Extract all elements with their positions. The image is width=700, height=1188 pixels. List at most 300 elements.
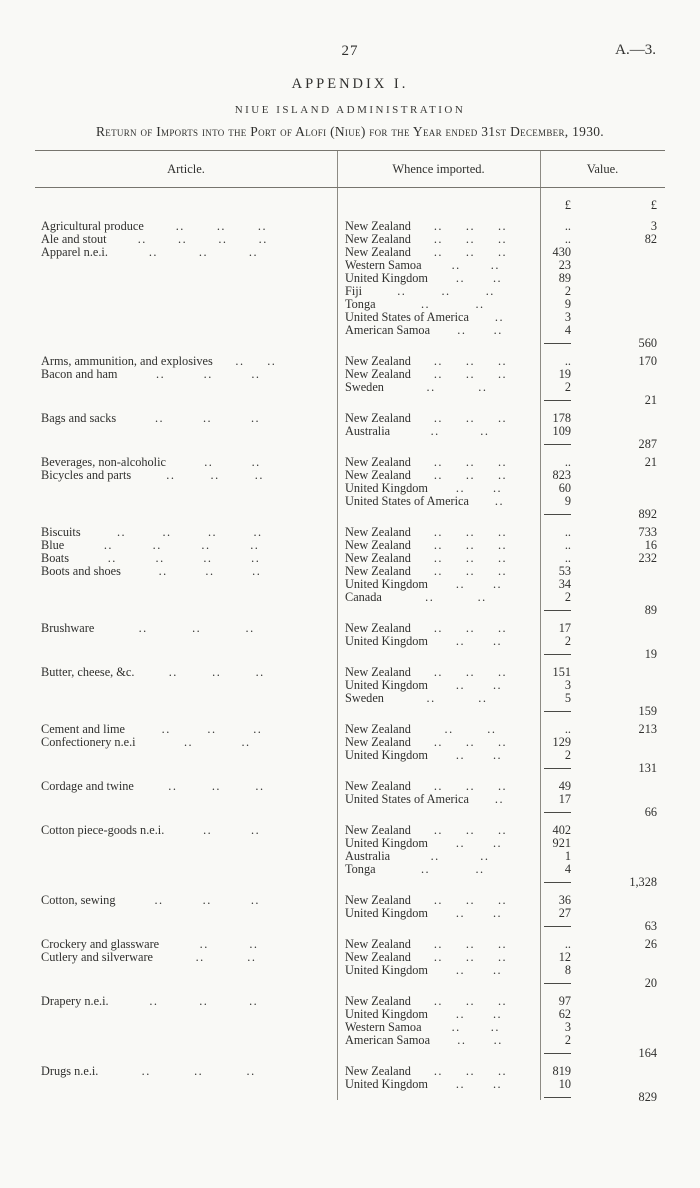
article-cell <box>35 394 337 407</box>
dot-leader <box>428 837 530 850</box>
group-total-row <box>35 508 665 521</box>
value-col2 <box>576 780 665 793</box>
dot-leader <box>411 469 530 482</box>
dot-group: .. <box>455 482 466 495</box>
value-col2: 733 <box>638 525 657 539</box>
dot-group: .. <box>497 469 508 482</box>
dot-leader <box>411 526 530 539</box>
value-col1: 89 <box>558 271 571 285</box>
dot-group: .. <box>251 552 261 565</box>
dot-leader <box>116 412 299 425</box>
article-cell <box>35 749 337 762</box>
dot-group: .. <box>425 591 435 604</box>
dot-group: .. <box>492 635 503 648</box>
article-name: Confectionery n.e.i <box>41 736 136 749</box>
whence-cell <box>337 381 540 394</box>
article-cell <box>35 977 337 990</box>
whence-cell <box>337 648 540 661</box>
dot-group: .. <box>192 622 202 635</box>
dot-leader <box>159 938 299 951</box>
whence-cell <box>337 425 540 438</box>
dot-group: .. <box>161 723 171 736</box>
table-row <box>35 964 665 977</box>
dot-group: .. <box>433 412 443 425</box>
whence-name: Fiji <box>345 285 363 298</box>
article-cell <box>35 1021 337 1034</box>
value-col1: 34 <box>558 577 571 591</box>
article-name: Biscuits <box>41 526 81 539</box>
value-col1: 129 <box>552 735 571 749</box>
article-name: Cutlery and silverware <box>41 951 153 964</box>
value-col2 <box>576 837 665 850</box>
article-name: Cement and lime <box>41 723 126 736</box>
article-block <box>35 780 665 819</box>
dot-leader <box>109 995 299 1008</box>
value-col1: 60 <box>558 481 571 495</box>
dot-leader <box>411 368 530 381</box>
article-cell <box>35 604 337 617</box>
whence-cell <box>337 591 540 604</box>
dot-leader <box>164 824 299 837</box>
group-total-row <box>35 977 665 990</box>
dot-leader <box>411 951 530 964</box>
dot-group: .. <box>475 298 485 311</box>
dot-group: .. <box>465 412 476 425</box>
article-block <box>35 666 665 718</box>
dot-group: .. <box>426 692 436 705</box>
whence-cell <box>337 355 540 368</box>
total-rule <box>544 444 571 445</box>
dot-group: .. <box>247 951 257 964</box>
dot-leader <box>428 679 530 692</box>
whence-cell <box>337 920 540 933</box>
group-total-value: 21 <box>644 393 657 407</box>
dot-group: .. <box>254 469 264 482</box>
dot-group: .. <box>478 381 488 394</box>
dot-group: .. <box>492 1008 503 1021</box>
whence-cell <box>337 220 540 233</box>
dot-leader <box>428 1078 530 1091</box>
value-col1: 3 <box>564 1020 571 1034</box>
whence-name: New Zealand <box>345 469 411 482</box>
currency-symbol-col1: £ <box>564 198 571 212</box>
group-total-value: 66 <box>644 805 657 819</box>
dot-group: .. <box>218 233 228 246</box>
value-col2 <box>576 469 665 482</box>
value-col1: 430 <box>552 245 571 259</box>
value-col1: 12 <box>558 950 571 964</box>
column-divider-article-whence <box>337 150 338 1100</box>
dot-group: .. <box>433 469 443 482</box>
dot-group: .. <box>497 938 508 951</box>
whence-name: New Zealand <box>345 951 411 964</box>
value-col1: 921 <box>552 836 571 850</box>
group-total-row <box>35 920 665 933</box>
value-col1: 53 <box>558 564 571 578</box>
dot-leader <box>428 749 530 762</box>
dot-group: .. <box>465 565 476 578</box>
dot-group: .. <box>202 412 213 425</box>
total-rule-cell <box>540 876 576 889</box>
dot-leader <box>428 578 530 591</box>
dot-leader <box>107 233 299 246</box>
whence-cell <box>337 1065 540 1078</box>
article-cell <box>35 806 337 819</box>
dot-group: .. <box>433 246 443 259</box>
value-col2: 232 <box>638 551 657 565</box>
dot-group: .. <box>248 246 259 259</box>
dot-group: .. <box>168 780 178 793</box>
dot-group: .. <box>497 456 508 469</box>
article-cell <box>35 298 337 311</box>
dot-group: .. <box>433 995 443 1008</box>
whence-cell <box>337 876 540 889</box>
article-cell <box>35 539 337 552</box>
whence-cell <box>337 604 540 617</box>
dot-group: .. <box>152 539 162 552</box>
whence-cell <box>337 723 540 736</box>
group-total-row <box>35 604 665 617</box>
dot-group: .. <box>493 324 503 337</box>
value-col1: 9 <box>564 297 571 311</box>
whence-name: Tonga <box>345 298 376 311</box>
group-total-value: 892 <box>638 507 657 521</box>
whence-name: New Zealand <box>345 736 411 749</box>
dot-leader <box>81 526 299 539</box>
dot-group: .. <box>444 723 454 736</box>
whence-cell <box>337 259 540 272</box>
dot-leader <box>121 565 299 578</box>
dot-group: .. <box>465 736 476 749</box>
total-rule-cell <box>540 1091 576 1104</box>
dot-group: .. <box>255 780 265 793</box>
article-cell <box>35 1091 337 1104</box>
dot-group: .. <box>158 565 168 578</box>
dot-leader <box>411 552 530 565</box>
whence-cell <box>337 951 540 964</box>
dot-group: .. <box>465 220 476 233</box>
article-cell <box>35 824 337 837</box>
dot-leader <box>469 495 530 508</box>
dot-leader <box>430 324 530 337</box>
dot-leader <box>384 692 530 705</box>
col-header-whence: Whence imported. <box>392 162 485 176</box>
dot-group: .. <box>433 565 443 578</box>
dot-group: .. <box>465 552 476 565</box>
total-rule <box>544 1053 571 1054</box>
article-cell <box>35 482 337 495</box>
dot-group: .. <box>492 1078 503 1091</box>
article-cell <box>35 412 337 425</box>
whence-name: New Zealand <box>345 622 411 635</box>
dot-group: .. <box>255 666 265 679</box>
article-cell <box>35 469 337 482</box>
value-col1: 2 <box>564 1033 571 1047</box>
whence-name: Sweden <box>345 692 384 705</box>
whence-name: Western Samoa <box>345 1021 422 1034</box>
dot-group: .. <box>497 894 508 907</box>
dot-group: .. <box>497 622 508 635</box>
dot-leader <box>411 824 530 837</box>
whence-cell <box>337 311 540 324</box>
article-cell <box>35 508 337 521</box>
whence-name: United Kingdom <box>345 272 428 285</box>
dot-group: .. <box>433 368 443 381</box>
dot-group: .. <box>251 368 261 381</box>
dot-group: .. <box>477 591 487 604</box>
dot-group: .. <box>210 469 220 482</box>
article-cell <box>35 837 337 850</box>
whence-cell <box>337 1047 540 1060</box>
article-block <box>35 995 665 1060</box>
whence-cell <box>337 456 540 469</box>
whence-cell <box>337 368 540 381</box>
article-cell <box>35 648 337 661</box>
article-block <box>35 723 665 775</box>
dot-group: .. <box>433 666 443 679</box>
dot-group: .. <box>493 1034 503 1047</box>
total-rule <box>544 882 571 883</box>
group-total-row <box>35 438 665 451</box>
dot-leader <box>64 539 299 552</box>
dot-leader <box>118 368 300 381</box>
dot-group: .. <box>156 368 166 381</box>
value-col1: 2 <box>564 590 571 604</box>
dot-group: .. <box>465 995 476 1008</box>
dot-group: .. <box>465 526 476 539</box>
value-col1: 2 <box>564 634 571 648</box>
value-col2 <box>576 1065 665 1078</box>
value-col2 <box>576 412 665 425</box>
dot-group: .. <box>455 679 466 692</box>
dot-group: .. <box>480 425 490 438</box>
article-name: Drugs n.e.i. <box>41 1065 99 1078</box>
dot-group: .. <box>253 526 263 539</box>
article-block <box>35 824 665 889</box>
whence-cell <box>337 938 540 951</box>
doc-reference: A.—3. <box>615 42 656 58</box>
article-cell <box>35 1078 337 1091</box>
whence-name: New Zealand <box>345 723 411 736</box>
article-cell <box>35 233 337 246</box>
dot-leader <box>376 298 530 311</box>
article-cell <box>35 456 337 469</box>
value-col2 <box>576 272 665 285</box>
table-row <box>35 324 665 337</box>
whence-name: Australia <box>345 425 391 438</box>
dot-leader <box>411 780 530 793</box>
value-col2: 26 <box>644 937 657 951</box>
administration-heading: NIUE ISLAND ADMINISTRATION <box>234 104 466 116</box>
value-col2 <box>576 951 665 964</box>
whence-name: United States of America <box>345 793 469 806</box>
article-block <box>35 938 665 990</box>
dot-group: .. <box>497 220 508 233</box>
currency-header-row <box>35 188 665 214</box>
value-col1: 2 <box>564 748 571 762</box>
dot-group: .. <box>497 995 508 1008</box>
value-col1: 97 <box>558 994 571 1008</box>
value-col1: .. <box>564 538 571 552</box>
article-cell <box>35 666 337 679</box>
dot-leader <box>428 482 530 495</box>
whence-cell <box>337 762 540 775</box>
group-total-value: 560 <box>638 336 657 350</box>
table-row <box>35 381 665 394</box>
dot-leader <box>69 552 299 565</box>
whence-name: New Zealand <box>345 355 411 368</box>
value-col2: 213 <box>638 722 657 736</box>
article-cell <box>35 1047 337 1060</box>
whence-name: United Kingdom <box>345 1078 428 1091</box>
dot-group: .. <box>465 246 476 259</box>
whence-cell <box>337 850 540 863</box>
whence-cell <box>337 1078 540 1091</box>
article-cell <box>35 635 337 648</box>
dot-group: .. <box>455 1008 466 1021</box>
dot-group: .. <box>235 355 245 368</box>
value-col2 <box>576 311 665 324</box>
total-rule-cell <box>540 508 576 521</box>
group-total-value: 63 <box>644 919 657 933</box>
dot-group: .. <box>480 850 490 863</box>
dot-leader <box>390 850 530 863</box>
value-col1: 36 <box>558 893 571 907</box>
total-rule <box>544 654 571 655</box>
whence-name: United States of America <box>345 495 469 508</box>
dot-group: .. <box>465 622 476 635</box>
whence-name: United Kingdom <box>345 482 428 495</box>
dot-leader <box>428 272 530 285</box>
value-col1: 17 <box>558 621 571 635</box>
article-cell <box>35 368 337 381</box>
dot-group: .. <box>465 456 476 469</box>
page-number: 27 <box>341 43 359 59</box>
dot-leader <box>411 233 530 246</box>
table-row <box>35 793 665 806</box>
dot-group: .. <box>465 368 476 381</box>
whence-name: Australia <box>345 850 391 863</box>
dot-group: .. <box>433 552 443 565</box>
whence-cell <box>337 705 540 718</box>
value-col1: 819 <box>552 1064 571 1078</box>
article-cell <box>35 679 337 692</box>
dot-group: .. <box>455 749 466 762</box>
value-col2 <box>576 622 665 635</box>
dot-leader <box>144 220 299 233</box>
dot-group: .. <box>492 837 503 850</box>
dot-group: .. <box>433 824 443 837</box>
article-cell <box>35 793 337 806</box>
dot-group: .. <box>216 220 226 233</box>
dot-leader <box>422 1021 530 1034</box>
table-row <box>35 591 665 604</box>
dot-group: .. <box>148 246 158 259</box>
dot-group: .. <box>492 482 503 495</box>
article-cell <box>35 591 337 604</box>
total-rule <box>544 610 571 611</box>
group-total-value: 1,328 <box>629 875 657 889</box>
dot-group: .. <box>457 1034 467 1047</box>
group-total-value: 89 <box>644 603 657 617</box>
total-rule-cell <box>540 648 576 661</box>
table-row <box>35 692 665 705</box>
dot-leader <box>134 780 299 793</box>
dot-group: .. <box>497 951 508 964</box>
article-name: Apparel n.e.i. <box>41 246 108 259</box>
dot-group: .. <box>465 1065 476 1078</box>
table-row <box>35 1078 665 1091</box>
value-col1: 49 <box>558 779 571 793</box>
dot-group: .. <box>455 635 466 648</box>
dot-group: .. <box>465 355 476 368</box>
group-total-row <box>35 648 665 661</box>
value-col1: 402 <box>552 823 571 837</box>
value-col1: 62 <box>558 1007 571 1021</box>
dot-leader <box>469 311 530 324</box>
dot-group: .. <box>497 780 508 793</box>
whence-name: American Samoa <box>345 1034 431 1047</box>
dot-group: .. <box>138 622 148 635</box>
value-col2 <box>576 298 665 311</box>
currency-symbol-col2: £ <box>650 198 657 212</box>
whence-cell <box>337 1008 540 1021</box>
whence-name: New Zealand <box>345 412 411 425</box>
whence-name: New Zealand <box>345 1065 411 1078</box>
dot-group: .. <box>465 469 476 482</box>
article-cell <box>35 272 337 285</box>
whence-name: New Zealand <box>345 824 411 837</box>
dot-group: .. <box>494 311 505 324</box>
dot-group: .. <box>166 469 176 482</box>
imports-table <box>35 150 665 1104</box>
whence-name: New Zealand <box>345 246 411 259</box>
table-row <box>35 635 665 648</box>
whence-name: New Zealand <box>345 552 411 565</box>
article-cell <box>35 723 337 736</box>
dot-leader <box>108 246 299 259</box>
dot-leader <box>213 355 299 368</box>
dot-group: .. <box>497 1065 508 1078</box>
article-name: Beverages, non-alcoholic <box>41 456 166 469</box>
dot-group: .. <box>485 285 495 298</box>
dot-group: .. <box>497 552 508 565</box>
dot-group: .. <box>492 578 503 591</box>
whence-cell <box>337 552 540 565</box>
total-rule-cell <box>540 337 576 350</box>
dot-group: .. <box>420 863 431 876</box>
dot-leader <box>166 456 299 469</box>
whence-name: United Kingdom <box>345 837 428 850</box>
value-col1: .. <box>564 455 571 469</box>
dot-group: .. <box>168 666 178 679</box>
article-cell <box>35 381 337 394</box>
dot-leader <box>411 220 530 233</box>
whence-name: New Zealand <box>345 894 411 907</box>
dot-group: .. <box>433 894 443 907</box>
dot-group: .. <box>465 938 476 951</box>
dot-leader <box>362 285 530 298</box>
article-block <box>35 456 665 521</box>
dot-group: .. <box>205 565 215 578</box>
whence-cell <box>337 736 540 749</box>
whence-name: United Kingdom <box>345 635 428 648</box>
dot-leader <box>422 259 530 272</box>
whence-cell <box>337 412 540 425</box>
dot-group: .. <box>497 355 508 368</box>
dot-group: .. <box>211 780 222 793</box>
whence-cell <box>337 679 540 692</box>
